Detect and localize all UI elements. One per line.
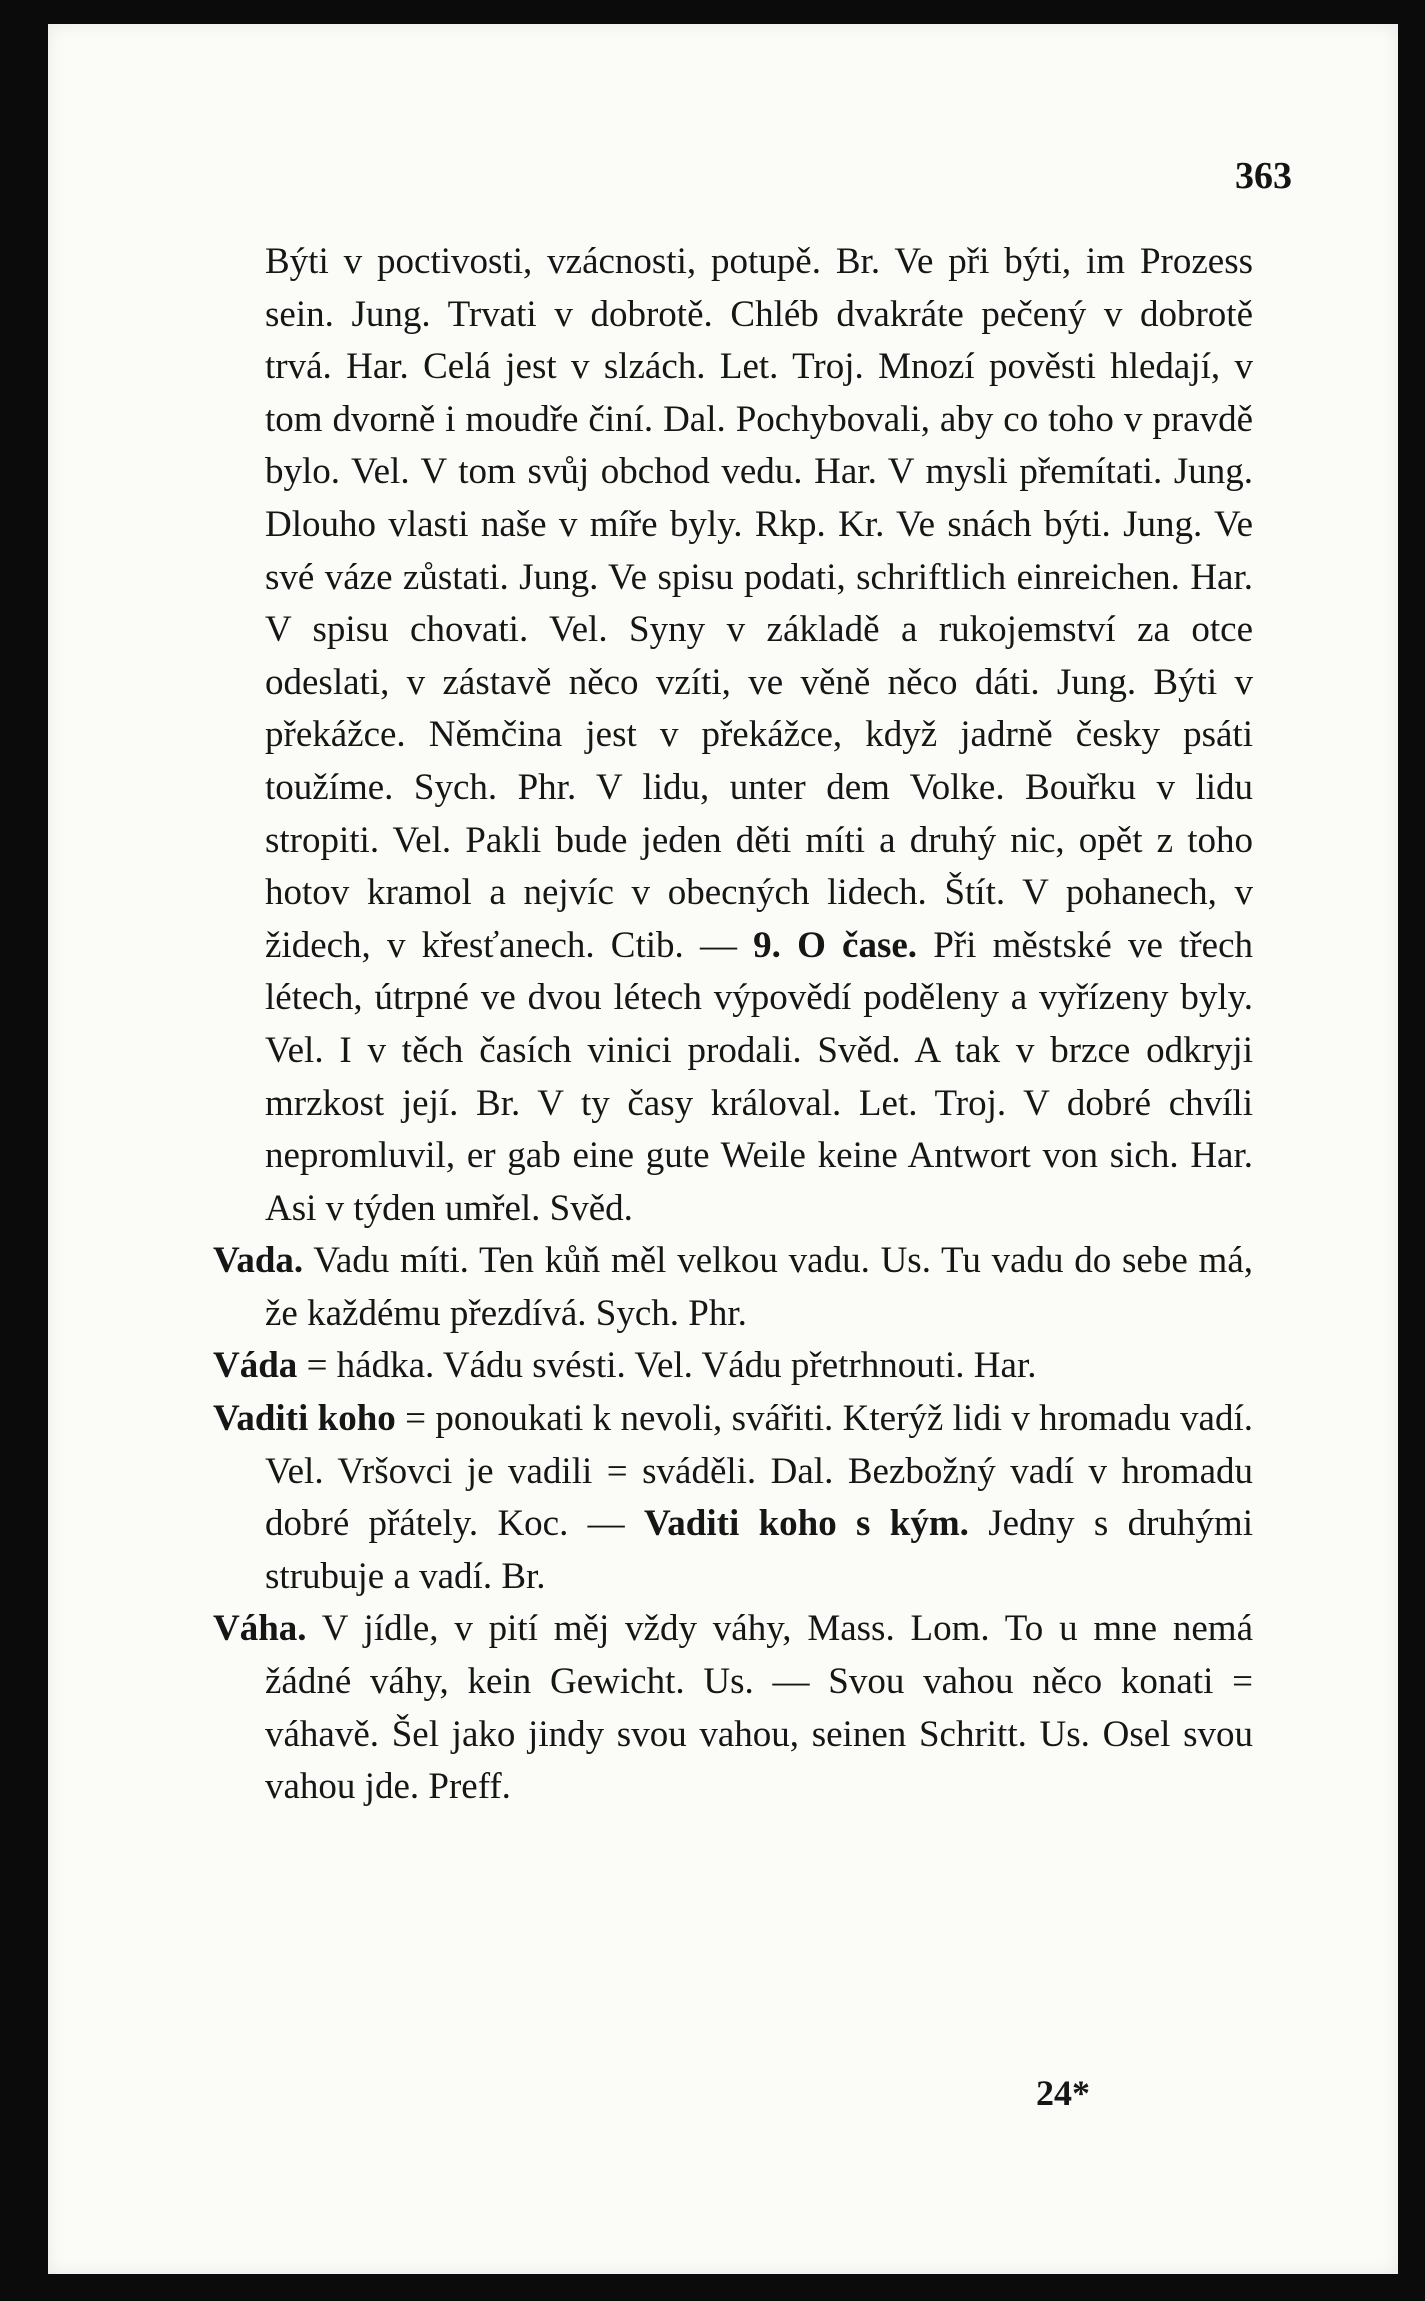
headword: Váda [213,1345,298,1387]
subheadword: Vaditi koho s kým. [643,1503,969,1545]
text-segment: Při městské ve třech létech, útrpné ve dvou létech výpovědí poděleny a vyřízeny byly. Vel. I v těch časích vinici prodali. Svěd. A tak v brzce odkryji mrzkost její. Br. V ty časy královal. Let. Troj. V dobré chvíli nepromluvil, er gab eine gute Weile keine Antwort von sich. Har. Asi v týden umřel. Svěd. [265,924,1254,1229]
entry-body: Vadu míti. Ten kůň měl velkou vadu. Us. Tu vadu do sebe má, že každému přezdívá. Sych. Phr. [265,1240,1253,1334]
entry-vaditi [213,1393,1253,1603]
book-page [48,24,1398,2274]
entry-vaha [213,1603,1253,1813]
signature-mark: 24* [1036,2073,1090,2113]
entry-body: Jedny s druhými strubuje a vadí. Br. [265,1503,1253,1597]
section-heading: 9. O čase. [753,924,918,966]
entry-body: V jídle, v pití měj vždy váhy, Mass. Lom. To u mne nemá žádné váhy, kein Gewicht. Us. — Svou vahou něco konati = váhavě. Šel jako jindy svou vahou, seinen Schritt. Us. Osel svou vahou jde. Preff. [265,1608,1253,1808]
entry-body: = ponoukati k nevoli, svářiti. Kterýž lidi v hromadu vadí. Vel. Vršovci je vadili = sváděli. Dal. Bezbožný vadí v hromadu dobré přátely. Koc. — [265,1398,1253,1545]
entry-vada-hadka [213,1340,1253,1393]
entry-body: = hádka. Vádu svésti. Vel. Vádu přetrhnouti. Har. [297,1345,1037,1387]
entry-vada [213,1235,1253,1340]
text-segment: Býti v poctivosti, vzácnosti, potupě. Br. Ve při býti, im Prozess sein. Jung. Trvati v dobrotě. Chléb dvakráte pečený v dobrotě trvá. Har. Celá jest v slzách. Let. Troj. Mnozí pověsti hledají, v tom dvorně i moudře činí. Dal. Pochybovali, aby co toho v pravdě bylo. Vel. V tom svůj obchod vedu. Har. V mysli přemítati. Jung. Dlouho vlasti naše v míře byly. Rkp. Kr. Ve snách býti. Jung. Ve své váze zůstati. Jung. Ve spisu podati, schriftlich einreichen. Har. V spisu chovati. Vel. Syny v základě a rukojemství za otce odeslati, v zástavě něco vzíti, ve věně něco dáti. Jung. Býti v překážce. Němčina jest v překážce, když jadrně česky psáti toužíme. Sych. Phr. V lidu, unter dem Volke. Bouřku v lidu stropiti. Vel. Pakli bude jeden děti míti a druhý nic, opět z toho hotov kramol a nejvíc v obecných lidech. Štít. V pohanech, v židech, v křesťanech. Ctib. — [265,241,1253,966]
headword: Váha. [213,1608,307,1650]
dictionary-text [213,236,1253,1814]
paragraph-continued [213,236,1253,1235]
headword: Vaditi koho [213,1398,396,1440]
headword: Vada. [213,1240,304,1282]
page-number: 363 [1235,155,1292,197]
